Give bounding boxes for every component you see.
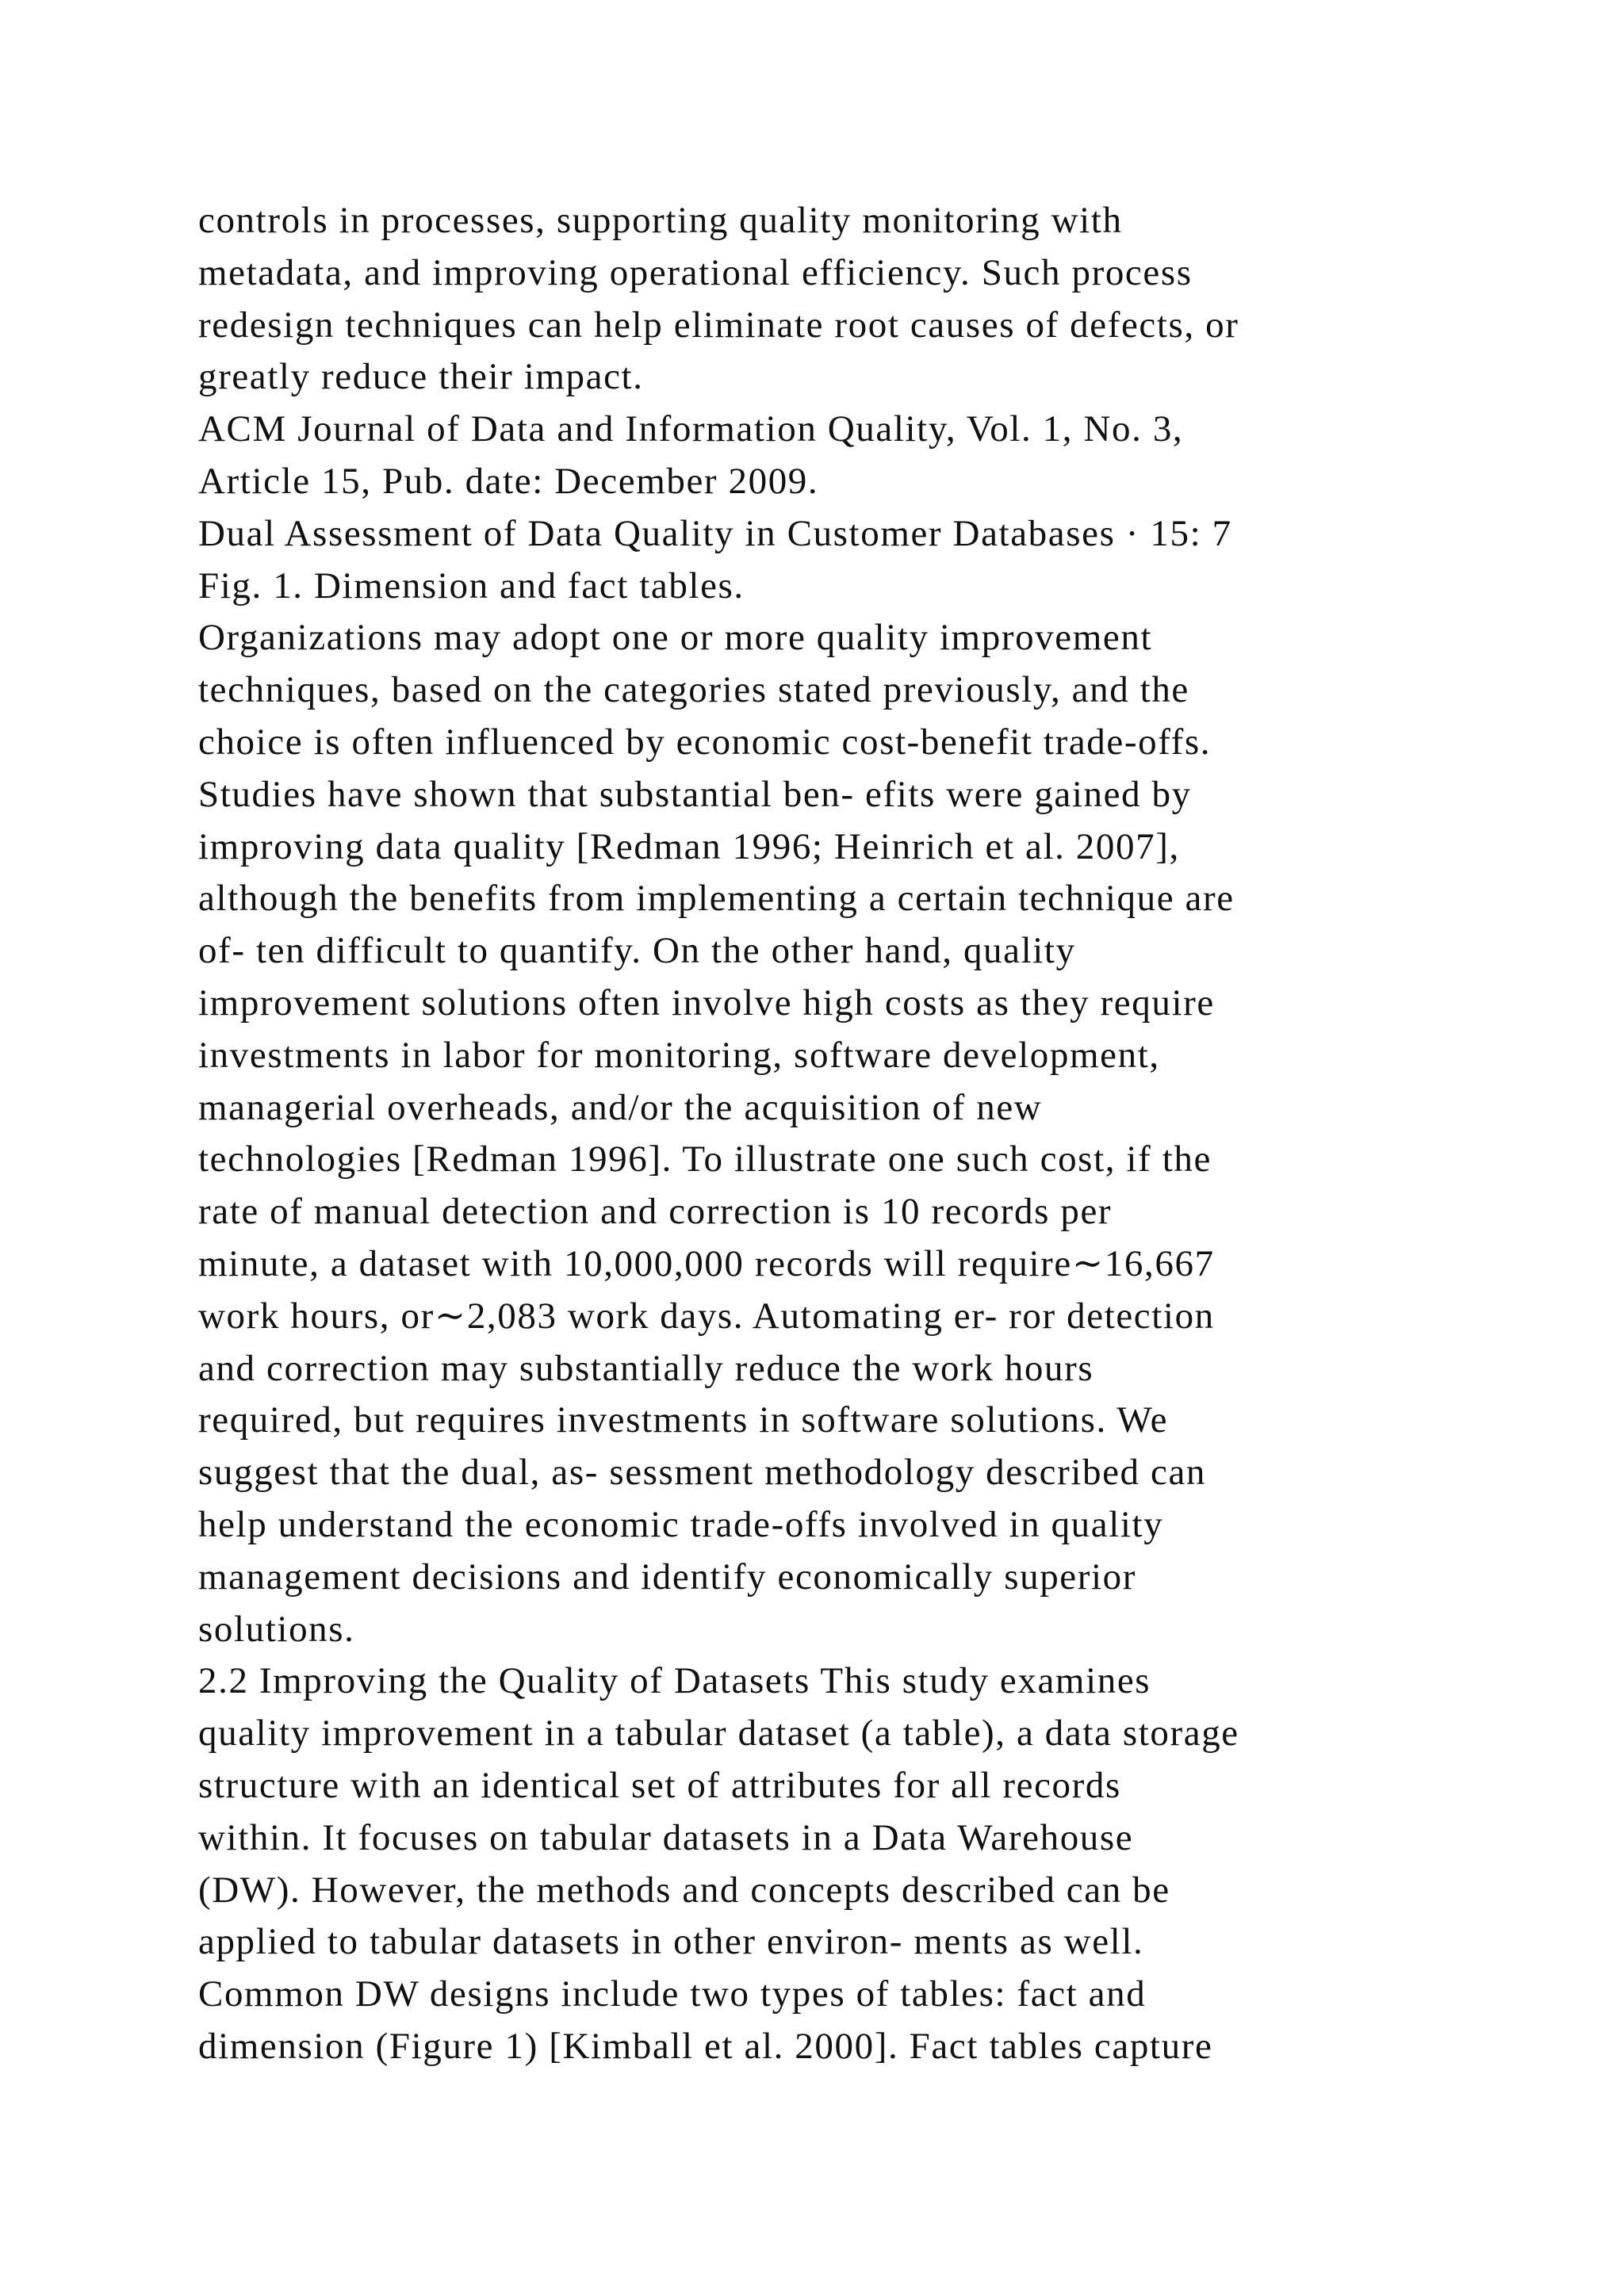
text-line: of- ten difficult to quantify. On the other hand, quality: [198, 930, 1076, 972]
journal-citation-line: ACM Journal of Data and Information Quality, Vol. 1, No. 3,: [198, 408, 1184, 450]
text-line: (DW). However, the methods and concepts described can be: [198, 1869, 1170, 1911]
text-line: choice is often influenced by economic cost-benefit trade-offs.: [198, 721, 1212, 763]
text-line: work hours, or∼2,083 work days. Automating er- ror detection: [198, 1295, 1215, 1337]
text-line: management decisions and identify economically superior: [198, 1556, 1137, 1598]
text-line: solutions.: [198, 1608, 355, 1650]
text-line: suggest that the dual, as- sessment methodology described can: [198, 1452, 1207, 1494]
text-line: controls in processes, supporting quality monitoring with: [198, 200, 1123, 241]
text-line: improving data quality [Redman 1996; Heinrich et al. 2007],: [198, 825, 1180, 867]
text-line: metadata, and improving operational efficiency. Such process: [198, 251, 1193, 293]
running-header: Dual Assessment of Data Quality in Customer Databases · 15: 7: [198, 512, 1232, 554]
text-line: although the benefits from implementing a certain technique are: [198, 878, 1235, 920]
journal-citation-line: Article 15, Pub. date: December 2009.: [198, 460, 819, 502]
text-line: improvement solutions often involve high costs as they require: [198, 982, 1215, 1024]
section-heading-line: 2.2 Improving the Quality of Datasets This study examines: [198, 1660, 1151, 1702]
text-line: managerial overheads, and/or the acquisition of new: [198, 1086, 1043, 1128]
text-line: techniques, based on the categories stated previously, and the: [198, 669, 1189, 711]
text-line: dimension (Figure 1) [Kimball et al. 2000]. Fact tables capture: [198, 2025, 1213, 2067]
text-line: Studies have shown that substantial ben- efits were gained by: [198, 773, 1192, 815]
text-line: technologies [Redman 1996]. To illustrate one such cost, if the: [198, 1138, 1212, 1181]
text-line: redesign techniques can help eliminate root causes of defects, or: [198, 304, 1239, 346]
figure-caption: Fig. 1. Dimension and fact tables.: [198, 564, 745, 607]
text-line: minute, a dataset with 10,000,000 records will require∼16,667: [198, 1242, 1215, 1284]
text-line: help understand the economic trade-offs involved in quality: [198, 1503, 1164, 1545]
text-line: rate of manual detection and correction is 10 records per: [198, 1191, 1113, 1233]
text-line: Common DW designs include two types of tables: fact and: [198, 1973, 1147, 2015]
text-line: investments in labor for monitoring, software development,: [198, 1034, 1160, 1076]
text-line: Organizations may adopt one or more quality improvement: [198, 617, 1153, 659]
text-line: and correction may substantially reduce the work hours: [198, 1347, 1094, 1389]
text-line: applied to tabular datasets in other environ- ments as well.: [198, 1921, 1144, 1963]
text-line: within. It focuses on tabular datasets in a Data Warehouse: [198, 1816, 1134, 1858]
text-line: greatly reduce their impact.: [198, 356, 644, 398]
text-line: quality improvement in a tabular dataset (a table), a data storage: [198, 1712, 1239, 1755]
body-text: [198, 195, 1483, 2073]
text-line: structure with an identical set of attributes for all records: [198, 1764, 1121, 1806]
text-line: required, but requires investments in software solutions. We: [198, 1399, 1169, 1441]
